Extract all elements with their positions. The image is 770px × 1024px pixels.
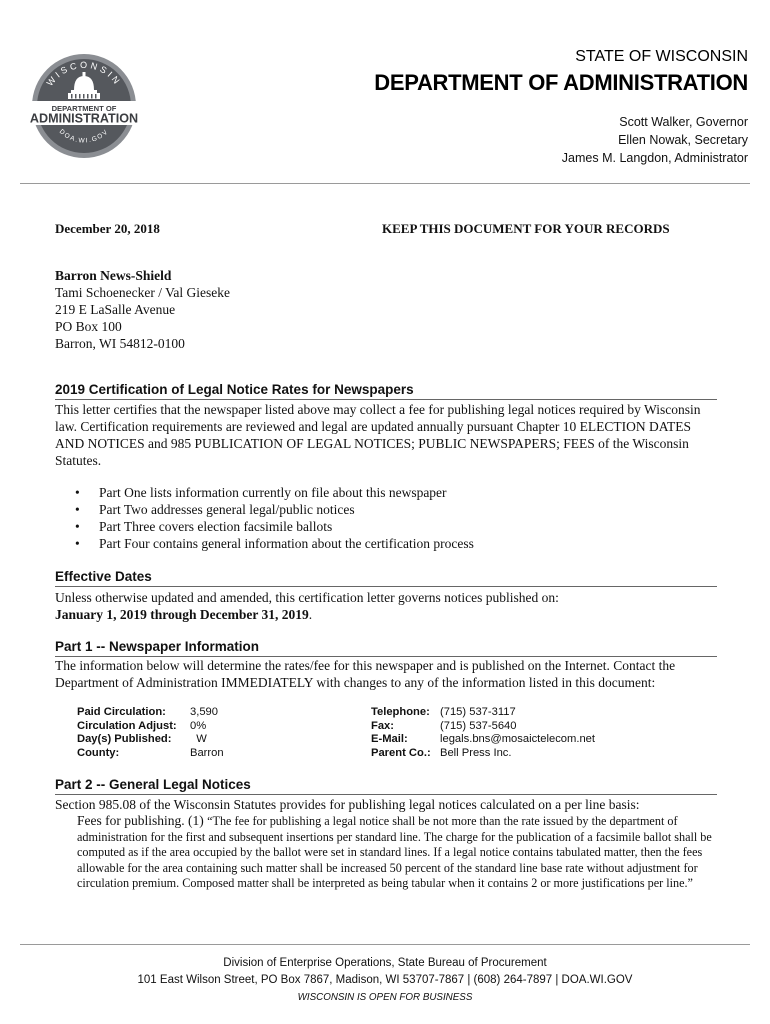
administrator-line: James M. Langdon, Administrator <box>561 151 748 165</box>
info-row: E-Mail: legals.bns@mosaictelecom.net <box>371 733 596 745</box>
recipient-name: Barron News-Shield <box>55 268 172 283</box>
recipient-po-box: PO Box 100 <box>55 319 122 334</box>
bullet-icon: • <box>75 485 80 500</box>
footer <box>0 955 770 1006</box>
list-item: • Part Two addresses general legal/public notices <box>75 502 355 517</box>
newspaper-info-right <box>371 706 595 760</box>
bullet-icon: • <box>75 502 80 517</box>
info-row: Fax: (715) 537-5640 <box>371 719 517 732</box>
seal-line2: ADMINISTRATION <box>29 111 139 126</box>
part1-body: The information below will determine the rates/fee for this newspaper and is published on the Internet. Contact the Department of Administration IMMEDIATELY with changes to any of the information listed in this document: <box>55 658 676 690</box>
effective-date-range: January 1, 2019 through December 31, 2019 <box>55 607 309 622</box>
department-heading: DEPARTMENT OF ADMINISTRATION <box>374 70 748 95</box>
effective-dates-title: Effective Dates <box>55 569 717 587</box>
newspaper-info-left <box>77 706 224 760</box>
bullet-icon: • <box>75 536 80 551</box>
info-row: Circulation Adjust: 0% <box>77 719 207 732</box>
secretary-line: Ellen Nowak, Secretary <box>618 133 748 147</box>
header-divider <box>20 183 750 184</box>
footer-division: Division of Enterprise Operations, State Bureau of Procurement <box>223 957 547 969</box>
footer-motto: WISCONSIN IS OPEN FOR BUSINESS <box>297 992 473 1003</box>
info-row: Paid Circulation: 3,590 <box>77 706 218 718</box>
state-heading: STATE OF WISCONSIN <box>575 48 748 65</box>
certification-body: This letter certifies that the newspaper listed above may collect a fee for publishing legal notices required by Wisconsin law. Certification requirements are reviewed and legal are updated annually pursuant Chapter 10 ELECTION DATES AND NOTICES and 985 PUBLICATION OF LEGAL NOTICES; PUBLIC NEWSPAPERS; FEES of the Wisconsin Statutes. <box>55 402 701 468</box>
part1-title: Part 1 -- Newspaper Information <box>55 639 717 657</box>
info-row: Parent Co.: Bell Press Inc. <box>371 746 512 759</box>
recipient-contact: Tami Schoenecker / Val Gieseke <box>55 285 230 300</box>
recipient-address <box>55 267 230 352</box>
parts-list <box>70 484 474 552</box>
seal-line1: DEPARTMENT OF <box>51 104 117 113</box>
info-row: Day(s) Published: W <box>77 733 207 745</box>
seal-arc-text: WISCONSIN <box>44 59 124 88</box>
recipient-street: 219 E LaSalle Avenue <box>55 302 176 317</box>
bullet-icon: • <box>75 519 80 534</box>
info-row: County: Barron <box>77 746 224 759</box>
seal-bottom-text: DOA.WI.GOV <box>57 128 111 145</box>
department-seal-logo <box>28 50 140 162</box>
info-row: Telephone: (715) 537-3117 <box>371 706 516 718</box>
certification-title: 2019 Certification of Legal Notice Rates for Newspapers <box>55 382 717 400</box>
letter-date: December 20, 2018 <box>55 221 160 236</box>
effective-dates-body: Unless otherwise updated and amended, this certification letter governs notices published on: January 1, 2019 through December 31, 2019. <box>55 590 559 622</box>
list-item: • Part Three covers election facsimile ballots <box>75 519 333 534</box>
keep-records-notice: KEEP THIS DOCUMENT FOR YOUR RECORDS <box>382 221 670 236</box>
recipient-city-zip: Barron, WI 54812-0100 <box>55 336 185 351</box>
footer-address: 101 East Wilson Street, PO Box 7867, Madison, WI 53707-7867 | (608) 264-7897 | DOA.WI.GOV <box>137 974 633 986</box>
list-item: • Part Four contains general information about the certification process <box>75 536 474 551</box>
footer-divider <box>20 944 750 945</box>
statute-quote: Fees for publishing. (1) “The fee for publishing a legal notice shall be not more than the rate issued by the department of administration for the first and subsequent insertions per standard line. The charge for the publication of a facsimile ballot shall be computed as if the area occupied by the ballot were set in standard lines. If a legal notice contains tabulated matter, then the fees allowable for the area containing such matter shall be increased 50 percent of the standard line base rate without adjustment for circulation premium. Composed matter shall be interpreted as being tabular when it contains 2 or more justifications per line.” <box>77 813 712 890</box>
part2-title: Part 2 -- General Legal Notices <box>55 777 717 795</box>
list-item: • Part One lists information currently on file about this newspaper <box>75 485 447 500</box>
governor-line: Scott Walker, Governor <box>619 115 748 129</box>
part2-intro: Section 985.08 of the Wisconsin Statutes provides for publishing legal notices calculated on a per line basis: <box>55 797 640 812</box>
